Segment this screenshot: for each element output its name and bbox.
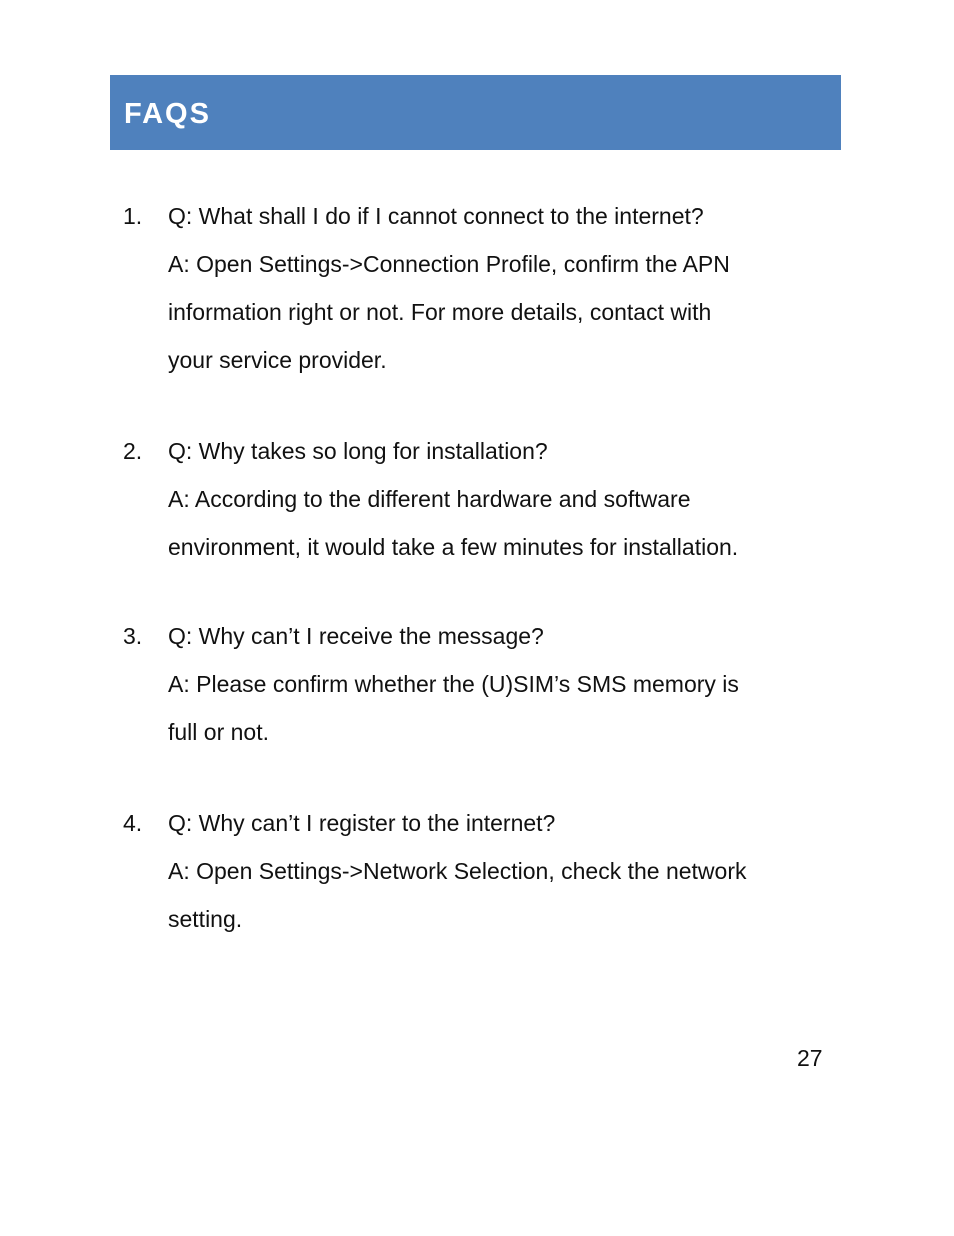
faq-answer-line: A: Open Settings->Connection Profile, confirm the APN — [168, 251, 730, 277]
faq-question: Q: Why can’t I receive the message? — [168, 623, 544, 649]
faq-number: 1. — [123, 203, 143, 229]
faq-body — [168, 427, 833, 571]
faq-answer-line: full or not. — [168, 719, 269, 745]
faq-answer-line: your service provider. — [168, 347, 387, 373]
faq-number: 3. — [123, 623, 143, 649]
section-title: FAQS — [124, 98, 211, 130]
faq-answer-line: environment, it would take a few minutes for installation. — [168, 534, 739, 560]
faq-body — [168, 192, 833, 384]
faq-question: Q: What shall I do if I cannot connect to the internet? — [168, 203, 704, 229]
faq-body — [168, 799, 833, 943]
page-number: 27 — [797, 1045, 823, 1071]
faq-answer-line: A: Please confirm whether the (U)SIM’s SMS memory is — [168, 671, 739, 697]
faq-answer-line: A: Open Settings->Network Selection, check the network — [168, 858, 747, 884]
faq-question: Q: Why can’t I register to the internet? — [168, 810, 556, 836]
section-header-bar — [110, 75, 841, 150]
faq-answer-line: information right or not. For more details, contact with — [168, 299, 712, 325]
faq-answer-line: A: According to the different hardware and software — [168, 486, 691, 512]
faq-number: 2. — [123, 438, 143, 464]
faq-answer-line: setting. — [168, 906, 243, 932]
faq-body — [168, 612, 833, 756]
faq-number: 4. — [123, 810, 143, 836]
faq-question: Q: Why takes so long for installation? — [168, 438, 548, 464]
